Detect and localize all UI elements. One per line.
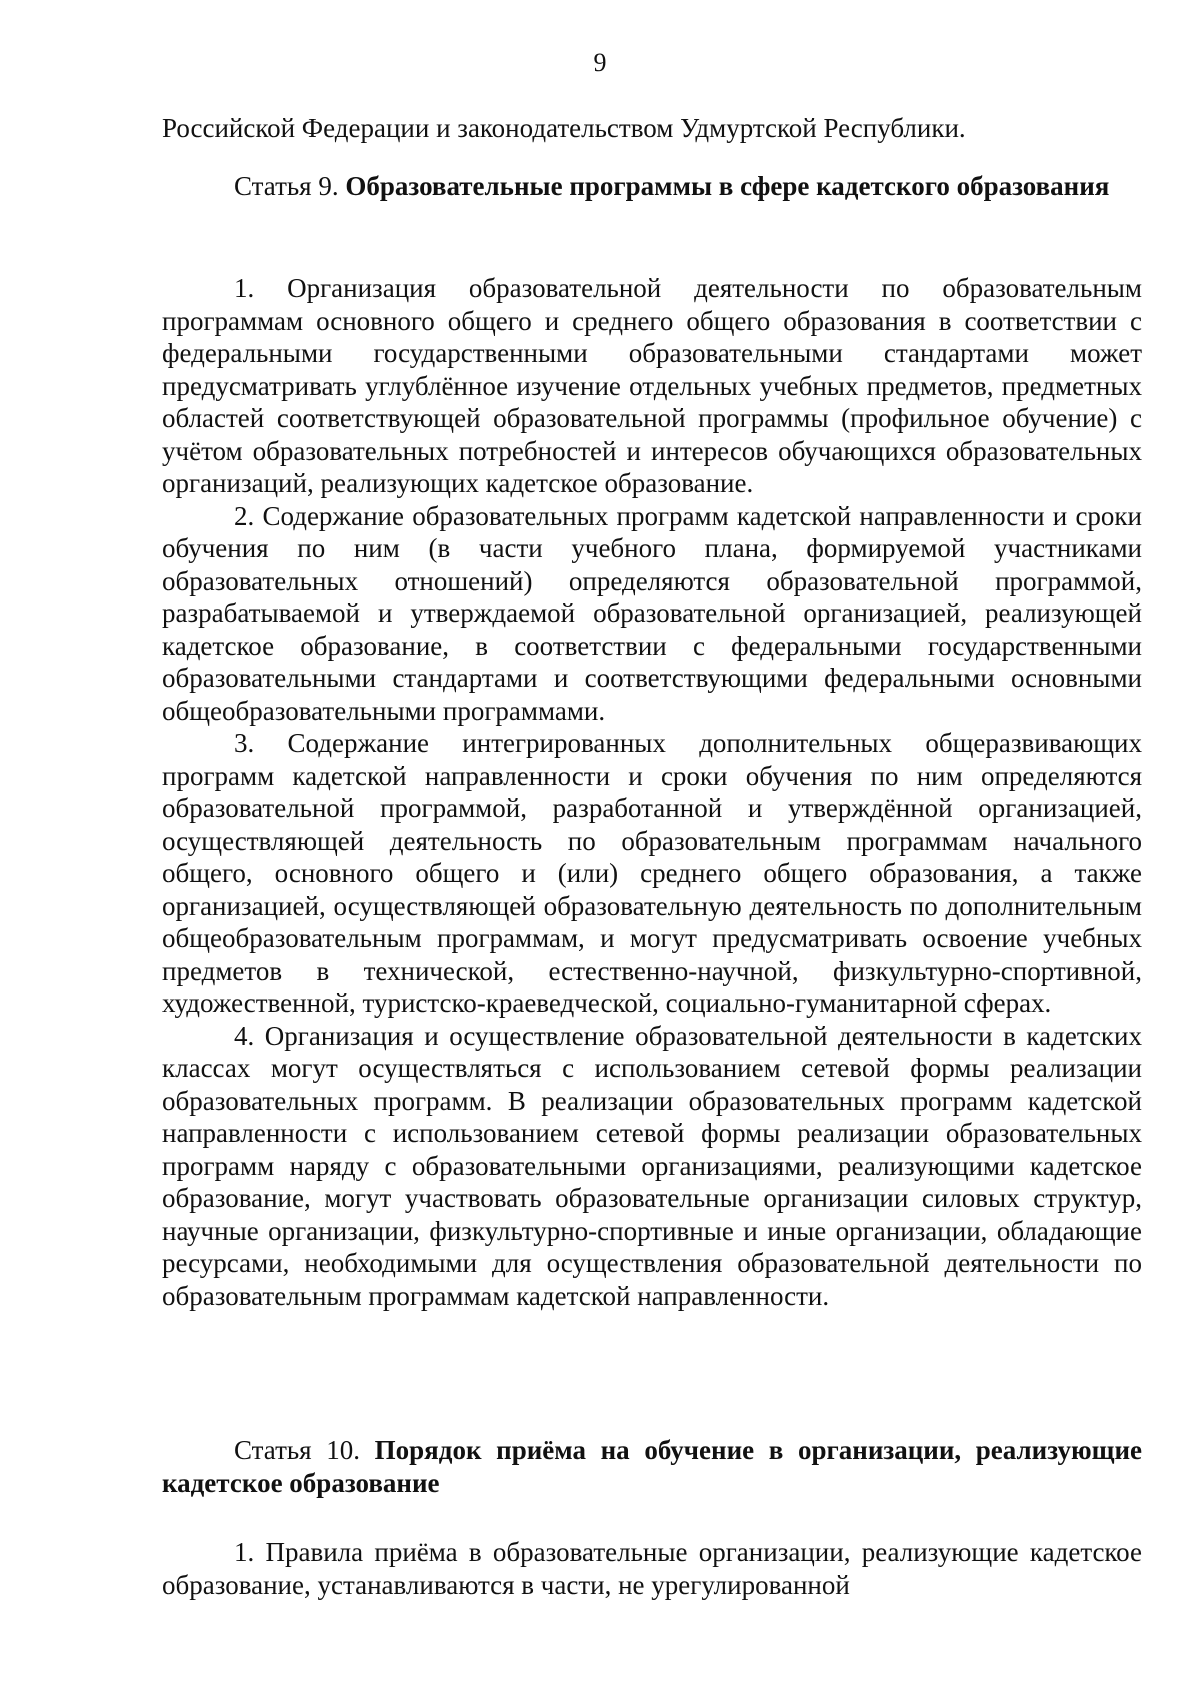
article-9-heading-block: [162, 170, 1142, 203]
article-10-body: [162, 1536, 1142, 1601]
article-9-heading: [162, 170, 1142, 203]
page-number: 9: [593, 48, 607, 77]
article-10-heading: [162, 1434, 1142, 1499]
article-9-paragraph-2: 2. Содержание образовательных программ кадетской направленности и сроки обучения по ним (в части учебного плана, формируемой участниками образовательных отношений) определяются образовательной программой, разрабатываемой и утверждаемой образовательной организацией, реализующей кадетское образование, в соответствии с федеральными государственными образовательными стандартами и соответствующими федеральными основными общеобразовательными программами.: [162, 500, 1142, 726]
article-9-paragraph-1: 1. Организация образовательной деятельности по образовательным программам основного общего и среднего общего образования в соответствии с федеральными государственными образовательными стандартами может предусматривать углублённое изучение отдельных учебных предметов, предметных областей соответствующей образовательной программы (профильное обучение) с учётом образовательных потребностей и интересов обучающихся образовательных организаций, реализующих кадетское образование.: [162, 273, 1142, 498]
article-9-paragraph-3: 3. Содержание интегрированных дополнительных общеразвивающих программ кадетской направленности и сроки обучения по ним определяются образовательной программой, разработанной и утверждённой организацией, осуществляющей деятельность по образовательным программам начального общего, основного общего и (или) среднего общего образования, а также организацией, осуществляющей образовательную деятельность по дополнительным общеобразовательным программам, и могут предусматривать освоение учебных предметов в технической, естественно-научной, физкультурно-спортивной, художественной, туристско-краеведческой, социально-гуманитарной сферах.: [162, 728, 1142, 1018]
article-10-title: Порядок приёма на обучение в организации, реализующие кадетское образование: [162, 1435, 1142, 1498]
article-10-label: Статья 10.: [234, 1435, 360, 1465]
article-10-heading-block: [162, 1434, 1142, 1499]
continuation-text: Российской Федерации и законодательством Удмуртской Республики.: [162, 113, 966, 143]
article-9-label: Статья 9.: [234, 171, 339, 201]
article-9-paragraph-4: 4. Организация и осуществление образовательной деятельности в кадетских классах могут осуществляться с использованием сетевой формы реализации образовательных программ. В реализации образовательных программ кадетской направленности с использованием сетевой формы реализации образовательных программ наряду с образовательными организациями, реализующими кадетское образование, могут участвовать образовательные организации силовых структур, научные организации, физкультурно-спортивные и иные организации, обладающие ресурсами, необходимыми для осуществления образовательной деятельности по образовательным программам кадетской направленности.: [162, 1020, 1142, 1311]
article-10-paragraph-1: 1. Правила приёма в образовательные организации, реализующие кадетское образование, устанавливаются в части, не урегулированной: [162, 1537, 1142, 1600]
continuation-block: [162, 112, 1142, 145]
article-9-body: [162, 272, 1142, 1312]
article-9-title: Образовательные программы в сфере кадетского образования: [345, 171, 1110, 201]
